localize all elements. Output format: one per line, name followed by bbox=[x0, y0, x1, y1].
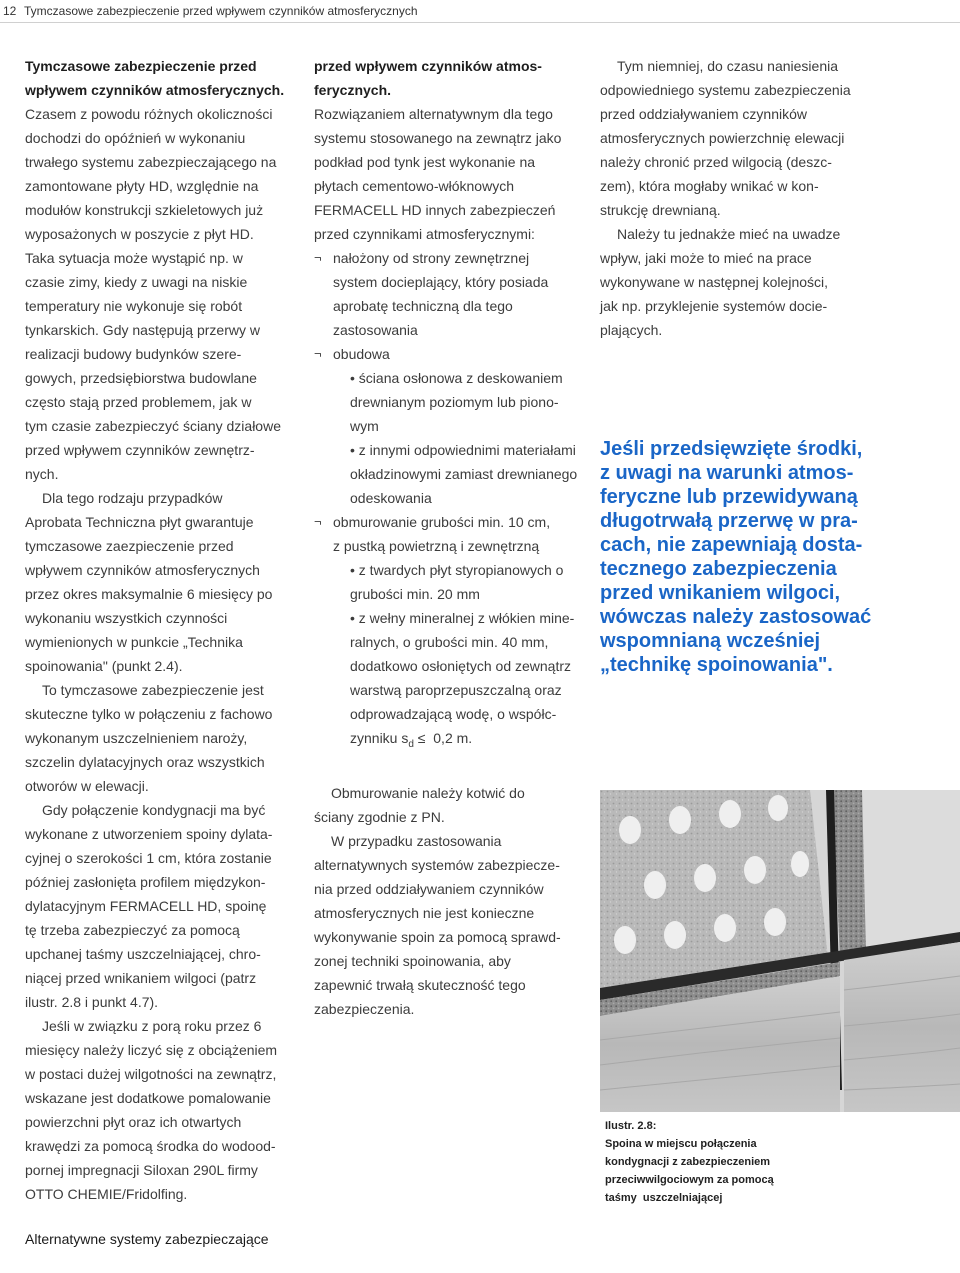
text-line: W przypadku zastosowania bbox=[331, 832, 502, 849]
text-line: nałożony od strony zewnętrznej bbox=[333, 250, 530, 266]
page-number: 12 bbox=[3, 4, 17, 18]
caption-line: przeciwwilgociowym za pomocą bbox=[605, 1174, 774, 1186]
paragraph-intro bbox=[25, 102, 297, 486]
text-line: szczelin dylatacyjnych oraz wszystkich bbox=[25, 754, 265, 770]
text-line: Należy tu jednakże mieć na uwadze bbox=[617, 226, 841, 242]
text-line: realizacji budowy budynków szere- bbox=[25, 346, 242, 362]
text-line: gowych, przedsiębiorstwa budowlane bbox=[25, 370, 257, 386]
text-span: zynniku s bbox=[350, 730, 409, 746]
text-line: dodatkowo osłoniętych od zewnątrz bbox=[350, 658, 572, 674]
text-line: strukcję drewnianą. bbox=[600, 202, 721, 218]
text-line: płytach cementowo-włóknowych bbox=[314, 178, 514, 194]
text-line: odprowadzającą wodę, o współc- bbox=[350, 706, 557, 722]
caption-line: Spoina w miejscu połączenia bbox=[605, 1138, 757, 1150]
text-line: dochodzi do opóźnień w wykonaniu bbox=[25, 130, 246, 146]
heading-line: wpływem czynników atmosferycznych. bbox=[25, 82, 285, 98]
paragraph-alternatives bbox=[314, 102, 594, 246]
text-line: często stają przed problemem, jak w bbox=[25, 394, 252, 410]
text-line: zonej techniki spoinowania, aby bbox=[314, 952, 511, 969]
heading-line: Tymczasowe zabezpieczenie przed bbox=[25, 58, 257, 74]
text-line: modułów konstrukcji szkieletowych już bbox=[25, 202, 264, 218]
list-item bbox=[314, 342, 594, 510]
text-line: zastosowania bbox=[333, 322, 418, 338]
text-line: jak np. przyklejenie systemów docie- bbox=[600, 298, 828, 314]
callout-line: „technikę spoinowania". bbox=[600, 654, 833, 676]
text-line: w postaci dużej wilgotności na zewnątrz, bbox=[25, 1066, 277, 1082]
running-title: Tymczasowe zabezpieczenie przed wpływem czynników atmosferycznych bbox=[24, 4, 418, 18]
list-marker: ¬ bbox=[314, 514, 322, 529]
callout-line: wówczas należy zastosować bbox=[600, 606, 872, 628]
text-line: spoinowania" (punkt 2.4). bbox=[25, 658, 183, 674]
callout-line: przed wnikaniem wilgoci, bbox=[600, 582, 841, 604]
text-line bbox=[350, 366, 594, 390]
text-line: Obmurowanie należy kotwić do bbox=[331, 784, 525, 801]
column-left bbox=[25, 54, 297, 1206]
callout-line: cach, nie zapewniają dosta- bbox=[600, 534, 863, 556]
text-line: należy chronić przed wilgocią (deszc- bbox=[600, 154, 832, 170]
text-line: okładzinowymi zamiast drewnianego bbox=[350, 466, 578, 482]
text-line: ilustr. 2.8 i punkt 4.7). bbox=[25, 994, 159, 1010]
illustration-photo bbox=[600, 790, 960, 1112]
sub-list-item bbox=[333, 606, 594, 757]
text-line: otworów w elewacji. bbox=[25, 778, 149, 794]
callout-line: długotrwałą przerwę w pra- bbox=[600, 510, 858, 532]
text-line: upchanej taśmy uszczelniającej, chro- bbox=[25, 946, 261, 962]
text-line: miesięcy należy liczyć się z obciążeniem bbox=[25, 1042, 278, 1058]
callout-line: feryczne lub przewidywaną bbox=[600, 486, 858, 508]
sub-list-item bbox=[333, 366, 594, 438]
text-line: temperatury nie wykonuje się robót bbox=[25, 298, 243, 314]
text-line: skuteczne tylko w połączeniu z fachowo bbox=[25, 706, 273, 722]
text-line: wyposażonych w poszycie z płyt HD. bbox=[25, 226, 254, 242]
text-line: przed czynnikami atmosferycznymi: bbox=[314, 226, 535, 242]
text-line: przez okres maksymalnie 6 miesięcy po bbox=[25, 586, 273, 602]
text-line: obmurowanie grubości min. 10 cm, bbox=[333, 514, 551, 530]
callout-line: wspomnianą wcześniej bbox=[600, 630, 821, 652]
text-line: wskazane jest dodatkowe pomalowanie bbox=[25, 1090, 271, 1106]
heading-line: ferycznych. bbox=[314, 82, 392, 98]
paragraph-note bbox=[600, 222, 940, 342]
text-line: krawędzi za pomocą środka do wodood- bbox=[25, 1138, 276, 1154]
heading-line: przed wpływem czynników atmos- bbox=[314, 58, 542, 74]
text-line: wykonywane w następnej kolejności, bbox=[600, 274, 829, 290]
text-line: Tym niemniej, do czasu naniesienia bbox=[617, 58, 839, 74]
text-line: obudowa bbox=[333, 346, 390, 362]
text-line: wykonanym uszczelnieniem naroży, bbox=[25, 730, 248, 746]
bullet-marker: • bbox=[350, 442, 355, 458]
text-line: zamontowane płyty HD, względnie na bbox=[25, 178, 259, 194]
callout-line: z uwagi na warunki atmos- bbox=[600, 462, 854, 484]
text-line: Taka sytuacja może wystąpić np. w bbox=[25, 250, 243, 266]
text-line: Rozwiązaniem alternatywnym dla tego bbox=[314, 106, 553, 122]
text-line: grubości min. 20 mm bbox=[350, 586, 480, 602]
text-line: trwałego systemu zabezpieczającego na bbox=[25, 154, 277, 170]
text-line: atmosferycznych nie jest konieczne bbox=[314, 904, 535, 921]
text-line: wymienionych w punkcie „Technika bbox=[25, 634, 243, 650]
text-line: Aprobata Techniczna płyt gwarantuje bbox=[25, 514, 254, 530]
text-line: wym bbox=[350, 418, 379, 434]
text-line bbox=[350, 438, 594, 462]
figure-caption bbox=[605, 1117, 805, 1207]
section-heading bbox=[25, 54, 297, 102]
joint-photo bbox=[600, 790, 960, 1112]
text-line: warstwą paroprzepuszczalną oraz bbox=[350, 682, 562, 698]
text-line: wykonane z utworzeniem spoiny dylata- bbox=[25, 826, 273, 842]
paragraph-protection bbox=[600, 54, 940, 222]
text-line bbox=[350, 606, 594, 630]
paragraph-anchoring bbox=[314, 781, 594, 829]
text-line: pornej impregnacji Siloxan 290L firmy bbox=[25, 1162, 258, 1178]
paragraph-approval bbox=[25, 486, 297, 678]
text-line: tę trzeba zabezpieczyć za pomocą bbox=[25, 922, 240, 938]
text-line: aprobatę techniczną dla tego bbox=[333, 298, 513, 314]
spacer bbox=[314, 757, 594, 781]
text-line: tymczasowe zaezpieczenie przed bbox=[25, 538, 234, 554]
text-line: podkład pod tynk jest wykonanie na bbox=[314, 154, 536, 170]
text-line: Czasem z powodu różnych okoliczności bbox=[25, 106, 273, 122]
text-line: Dla tego rodzaju przypadków bbox=[42, 490, 223, 506]
text-line: ściany zgodnie z PN. bbox=[314, 808, 445, 825]
text-span: ≤ 0,2 m. bbox=[413, 730, 473, 746]
text-span: z innymi odpowiednimi materiałami bbox=[358, 442, 576, 458]
text-line: później zasłonięta profilem międzykon- bbox=[25, 874, 266, 890]
list-item bbox=[314, 510, 594, 757]
text-line: odeskowania bbox=[350, 490, 432, 506]
text-line bbox=[350, 726, 594, 757]
callout-line: tecznego zabezpieczenia bbox=[600, 558, 837, 580]
subscript: d bbox=[408, 738, 414, 750]
callout-line: Jeśli przedsięwzięte środki, bbox=[600, 438, 863, 460]
text-line: przed oddziaływaniem czynników bbox=[600, 106, 807, 122]
text-line: zapewnić trwałą skuteczność tego bbox=[314, 976, 526, 993]
text-line: cyjnej o szerokości 1 cm, która zostanie bbox=[25, 850, 272, 866]
text-line: OTTO CHEMIE/Fridolfing. bbox=[25, 1186, 188, 1202]
paragraph-expansion-joint bbox=[25, 798, 297, 1014]
column-middle bbox=[314, 54, 594, 1021]
section-footer: Alternatywne systemy zabezpieczające bbox=[25, 1231, 269, 1247]
text-span: z wełny mineralnej z włókien mine- bbox=[358, 610, 575, 626]
text-line: To tymczasowe zabezpieczenie jest bbox=[42, 682, 264, 698]
text-line: zem), która mogłaby wnikać w kon- bbox=[600, 178, 819, 194]
text-line: z pustką powietrzną i zewnętrzną bbox=[333, 538, 540, 554]
text-line: wpływem czynników atmosferycznych bbox=[25, 562, 260, 578]
bullet-marker: • bbox=[350, 562, 355, 578]
paragraph-alternative-systems bbox=[314, 829, 594, 1021]
text-line: Gdy połączenie kondygnacji ma być bbox=[42, 802, 266, 818]
list-marker: ¬ bbox=[314, 346, 322, 361]
section-heading bbox=[314, 54, 594, 102]
text-line: tynkarskich. Gdy następują przerwy w bbox=[25, 322, 260, 338]
sub-list-item bbox=[333, 558, 594, 606]
list-marker: ¬ bbox=[314, 250, 322, 265]
text-line: dylatacyjnym FERMACELL HD, spoinę bbox=[25, 898, 267, 914]
sub-list-item bbox=[333, 438, 594, 510]
text-line: czasie zimy, kiedy z uwagi na niskie bbox=[25, 274, 248, 290]
caption-line: kondygnacji z zabezpieczeniem bbox=[605, 1156, 771, 1168]
text-line: drewnianym poziomym lub piono- bbox=[350, 394, 559, 410]
text-line: nia przed oddziaływaniem czynników bbox=[314, 880, 544, 897]
text-line: Jeśli w związku z porą roku przez 6 bbox=[42, 1018, 262, 1034]
callout-highlight bbox=[600, 437, 940, 677]
caption-line: Ilustr. 2.8: bbox=[605, 1120, 657, 1132]
text-span: ściana osłonowa z deskowaniem bbox=[358, 370, 563, 386]
text-line: niącej przed wnikaniem wilgoci (patrz bbox=[25, 970, 257, 986]
paragraph-effectiveness bbox=[25, 678, 297, 798]
text-line: atmosferycznych powierzchnię elewacji bbox=[600, 130, 845, 146]
text-line: system docieplający, który posiada bbox=[333, 274, 549, 290]
text-line: wykonywanie spoin za pomocą sprawd- bbox=[314, 928, 561, 945]
text-line: nych. bbox=[25, 466, 59, 482]
text-line: wpływ, jaki może to mieć na prace bbox=[600, 250, 812, 266]
text-line: ralnych, o grubości min. 40 mm, bbox=[350, 634, 549, 650]
text-line: alternatywnych systemów zabezpiecze- bbox=[314, 856, 560, 873]
text-line: zabezpieczenia. bbox=[314, 1000, 415, 1017]
text-line: FERMACELL HD innych zabezpieczeń bbox=[314, 202, 556, 218]
text-line: wykonaniu wszystkich czynności bbox=[25, 610, 228, 626]
column-right bbox=[600, 54, 940, 342]
caption-line: taśmy uszczelniającej bbox=[605, 1192, 723, 1204]
list-item bbox=[314, 246, 594, 342]
text-line: tym czasie zabezpieczyć ściany działowe bbox=[25, 418, 281, 434]
bullet-marker: • bbox=[350, 610, 355, 626]
text-line: systemu stosowanego na zewnątrz jako bbox=[314, 130, 562, 146]
text-line bbox=[350, 558, 594, 582]
text-line: przed wpływem czynników zewnętrz- bbox=[25, 442, 255, 458]
running-header bbox=[0, 0, 960, 23]
paragraph-impregnation bbox=[25, 1014, 297, 1206]
bullet-marker: • bbox=[350, 370, 355, 386]
text-line: odpowiedniego systemu zabezpieczenia bbox=[600, 82, 851, 98]
text-line: plających. bbox=[600, 322, 663, 338]
text-span: z twardych płyt styropianowych o bbox=[358, 562, 564, 578]
text-line: powierzchni płyt oraz ich otwartych bbox=[25, 1114, 242, 1130]
